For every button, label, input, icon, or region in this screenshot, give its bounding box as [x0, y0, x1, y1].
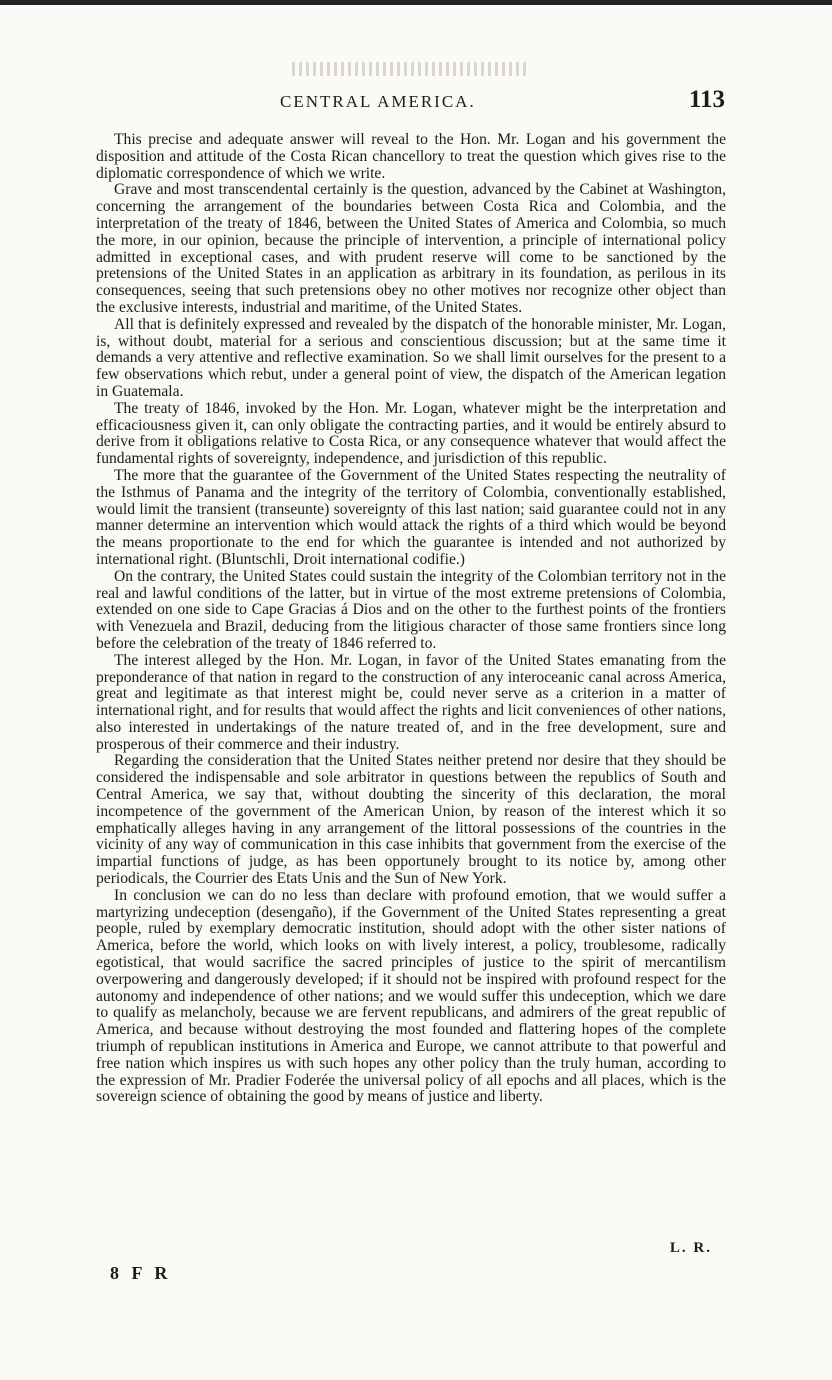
print-smudge [292, 62, 528, 76]
paragraph: In conclusion we can do no less than declare with profound emotion, that we would suffer a martyrizing undeception (desengaño), if the Government of the United States representing a great people, ruled by exemplary democratic institution, should adopt with the other sister nations of America, before the world, which looks on with lively interest, a policy, troublesome, radically egotistical, that would sacrifice the sacred principles of justice to the spirit of mercantilism overpowering and dangerously developed; if it should not be inspired with profound respect for the autonomy and independence of other nations; and we would suffer this undeception, which we dare to qualify as melancholy, because we are fervent republicans, and admirers of the great republic of America, and because without destroying the most founded and flattering hopes of the complete triumph of republican institutions in America and Europe, we cannot attribute to that powerful and free nation which inspires us with such hopes any other policy than the truly human, according to the expression of Mr. Pradier Foderée the universal policy of all epochs and all places, which is the sovereign science of obtaining the good by means of justice and liberty. [96, 886, 726, 1106]
paragraph: The treaty of 1846, invoked by the Hon. Mr. Logan, whatever might be the interpretation and efficaciousness given it, can only obligate the contracting parties, and it would be entirely absurd to derive from it obligations relative to Costa Rica, or any consequence whatever that would affect the fundamental rights of sovereignty, independence, and jurisdiction of this republic. [96, 399, 726, 468]
paragraph: On the contrary, the United States could sustain the integrity of the Colombian territory not in the real and lawful conditions of the latter, but in virtue of the most extreme pretensions of Colombia, extended on one side to Cape Gracias á Dios and on the other to the furthest points of the frontiers with Venezuela and Brazil, deducing from the litigious character of those same frontiers since long before the celebration of the treaty of 1846 referred to. [96, 567, 726, 652]
paragraph: Regarding the consideration that the United States neither pretend nor desire that they should be considered the indispensable and sole arbitrator in questions between the republics of South and Central America, we say that, without doubting the sincerity of this declaration, the moral incompetence of the government of the American Union, by reason of the interest which it so emphatically alleges having in any arrangement of the littoral possessions of the countries in the vicinity of any way of communication in this case inhibits that government from the exercise of the impartial functions of judge, as has been opportunely brought to its notice by, among other periodicals, the Courrier des Etats Unis and the Sun of New York. [96, 752, 726, 888]
paragraph: All that is definitely expressed and revealed by the dispatch of the honorable minister, Mr. Logan, is, without doubt, material for a serious and conscientious discussion; but at the same time it demands a very attentive and reflective examination. So we shall limit ourselves for the present to a few observations which rebut, under a general point of view, the dispatch of the American legation in Guatemala. [96, 315, 726, 400]
paragraph: The interest alleged by the Hon. Mr. Logan, in favor of the United States emanating from the preponderance of that nation in regard to the construction of any interoceanic canal across America, great and legitimate as that interest might be, could never serve as a criterion in a matter of international right, and for results that would affect the rights and licit conveniences of other nations, also interested in undertakings of the nature treated of, and in the free development, sure and prosperous of their commerce and their industry. [96, 651, 726, 753]
paragraph: This precise and adequate answer will reveal to the Hon. Mr. Logan and his government the disposition and attitude of the Costa Rican chancellory to treat the question which gives rise to the diplomatic correspondence of which we write. [96, 131, 726, 182]
running-head: CENTRAL AMERICA. [280, 92, 476, 111]
page-header [100, 86, 725, 118]
top-border-rule [0, 0, 832, 5]
page-number: 113 [688, 86, 725, 113]
paragraph: Grave and most transcendental certainly is the question, advanced by the Cabinet at Washington, concerning the arrangement of the boundaries between Costa Rica and Colombia, and the interpretation of the treaty of 1846, between the United States of America and Colombia, so much the more, in our opinion, because the principle of intervention, a principle of international policy admitted in exceptional cases, and with prudent reserve will come to be sanctioned by the pretensions of the United States in an application as arbitrary in its foundation, as perilous in its consequences, seeing that such pretensions obey no other motives nor recognize other object than the exclusive interests, industrial and maritime, of the United States. [96, 181, 726, 316]
signature-mark: 8 F R [110, 1263, 172, 1283]
body-text [96, 132, 726, 1106]
signature-initials: L. R. [669, 1240, 712, 1256]
paragraph: The more that the guarantee of the Government of the United States respecting the neutrality of the Isthmus of Panama and the integrity of the territory of Colombia, conventionally established, would limit the transient (transeunte) sovereignty of this last nation; said guarantee could not in any manner determine an intervention which would attack the rights of a third which would be beyond the means proportionate to the end for which the guarantee is intended and not authorized by international right. (Bluntschli, Droit international codifie.) [96, 466, 726, 568]
